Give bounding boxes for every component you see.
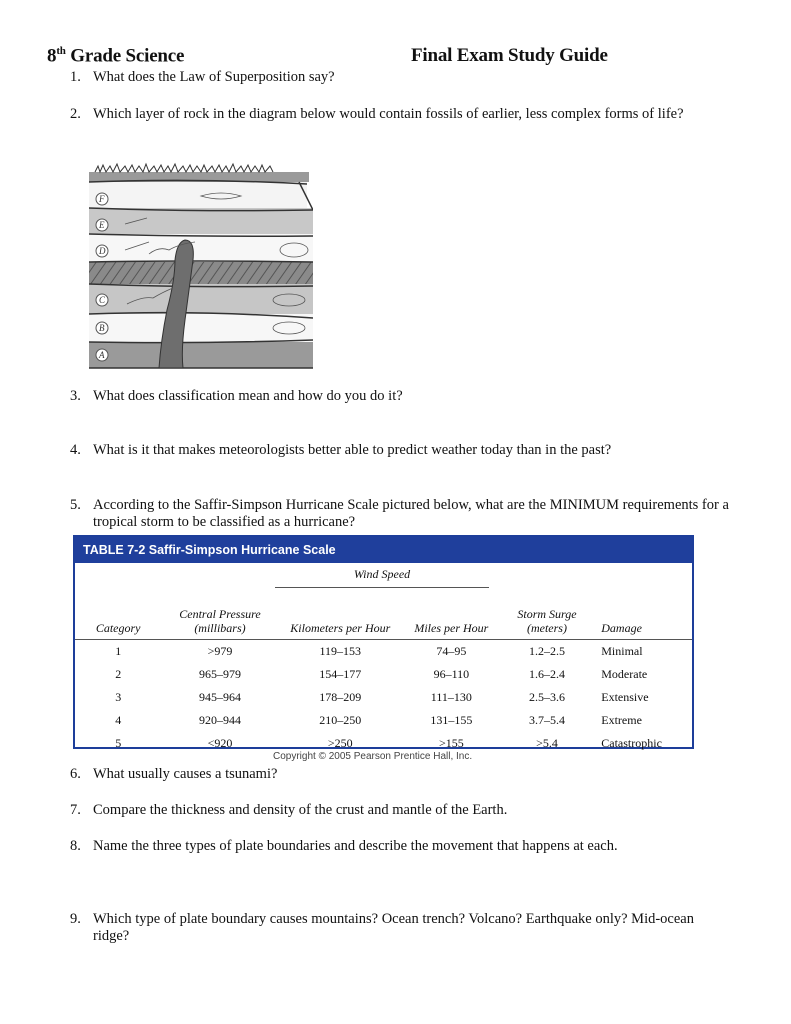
title-superscript: th — [56, 45, 66, 57]
title-grade-number: 8 — [47, 45, 57, 67]
question-text: Which type of plate boundary causes mountains? Ocean trench? Volcano? Earthquake only? Mid-ocean ridge? — [93, 911, 694, 944]
question-text: What does classification mean and how do you do it? — [93, 388, 403, 404]
question-9 — [70, 911, 730, 945]
table-header-row — [75, 601, 692, 640]
question-6 — [70, 766, 730, 783]
question-8 — [70, 838, 730, 855]
cell: 1.6–2.4 — [528, 667, 565, 681]
question-text: What is it that makes meteorologists better able to predict weather today than in the past? — [93, 442, 612, 458]
cell: 3.7–5.4 — [528, 713, 565, 727]
cell: 1.2–2.5 — [528, 644, 565, 658]
table-row — [75, 686, 692, 709]
question-5 — [70, 497, 730, 531]
question-number: 7. — [70, 802, 81, 818]
table-row — [75, 709, 692, 732]
svg-text:D: D — [99, 246, 106, 256]
cell: >155 — [438, 736, 464, 750]
question-text: What does the Law of Superposition say? — [93, 69, 335, 85]
question-number: 8. — [70, 838, 81, 854]
table-row — [75, 640, 692, 664]
cell: <920 — [207, 736, 233, 750]
question-text: Which layer of rock in the diagram below would contain fossils of earlier, less complex forms of life? — [93, 106, 684, 122]
cell: 210–250 — [319, 713, 362, 727]
wind-speed-group-header: Wind Speed — [275, 567, 489, 588]
question-number: 6. — [70, 766, 81, 782]
question-text: Name the three types of plate boundaries and describe the movement that happens at each. — [93, 838, 618, 854]
svg-text:B: B — [99, 323, 105, 333]
question-number: 1. — [70, 69, 81, 85]
cell: 1 — [115, 644, 122, 658]
cell: 4 — [115, 713, 122, 727]
col-header-pressure: Central Pressure (millibars) — [161, 601, 278, 640]
cell: 96–110 — [433, 667, 470, 681]
cell: 2.5–3.6 — [528, 690, 565, 704]
cell: 2 — [115, 667, 122, 681]
svg-text:A: A — [99, 350, 105, 360]
cell: 119–153 — [319, 644, 362, 658]
cell: >250 — [327, 736, 353, 750]
hurricane-scale-table — [73, 535, 694, 749]
col-header-mph: Miles per Hour — [402, 601, 501, 640]
col-header-surge: Storm Surge (meters) — [501, 601, 594, 640]
cell: 74–95 — [436, 644, 467, 658]
hurricane-data-table — [75, 601, 692, 755]
page-title-right: Final Exam Study Guide — [411, 45, 608, 66]
cell: 154–177 — [319, 667, 362, 681]
svg-text:C: C — [99, 295, 106, 305]
cell: Moderate — [601, 667, 648, 681]
question-text: Compare the thickness and density of the crust and mantle of the Earth. — [93, 802, 508, 818]
question-number: 2. — [70, 106, 81, 122]
question-number: 9. — [70, 911, 81, 927]
question-3 — [70, 388, 730, 405]
page-title-left — [47, 45, 184, 67]
question-number: 4. — [70, 442, 81, 458]
table-row — [75, 663, 692, 686]
cell: 3 — [115, 690, 122, 704]
cell: 131–155 — [430, 713, 473, 727]
question-text: What usually causes a tsunami? — [93, 766, 278, 782]
question-number: 5. — [70, 497, 81, 513]
copyright-notice: Copyright © 2005 Pearson Prentice Hall, Inc. — [273, 751, 473, 762]
col-header-category: Category — [75, 601, 161, 640]
svg-text:F: F — [99, 194, 105, 204]
svg-text:E: E — [99, 220, 105, 230]
cell: 965–979 — [198, 667, 241, 681]
col-header-damage: Damage — [593, 601, 692, 640]
question-text: According to the Saffir-Simpson Hurricane Scale pictured below, what are the MINIMUM requirements for a tropical storm to be classified as a hurricane? — [93, 497, 729, 530]
cell: Catastrophic — [601, 736, 662, 750]
rock-layers-diagram — [89, 160, 313, 370]
col-header-kph: Kilometers per Hour — [279, 601, 402, 640]
question-7 — [70, 802, 730, 819]
question-1 — [70, 69, 730, 86]
cell: 178–209 — [319, 690, 362, 704]
cell: >5.4 — [536, 736, 558, 750]
table-title: TABLE 7-2 Saffir-Simpson Hurricane Scale — [75, 537, 692, 563]
question-number: 3. — [70, 388, 81, 404]
question-2 — [70, 106, 730, 123]
cell: 111–130 — [430, 690, 472, 704]
cell: Extreme — [601, 713, 642, 727]
cell: Extensive — [601, 690, 649, 704]
cell: 920–944 — [198, 713, 241, 727]
cell: 5 — [115, 736, 122, 750]
cell: 945–964 — [198, 690, 241, 704]
question-4 — [70, 442, 730, 459]
cell: Minimal — [601, 644, 643, 658]
cell: >979 — [207, 644, 233, 658]
title-subject: Grade Science — [65, 45, 185, 67]
